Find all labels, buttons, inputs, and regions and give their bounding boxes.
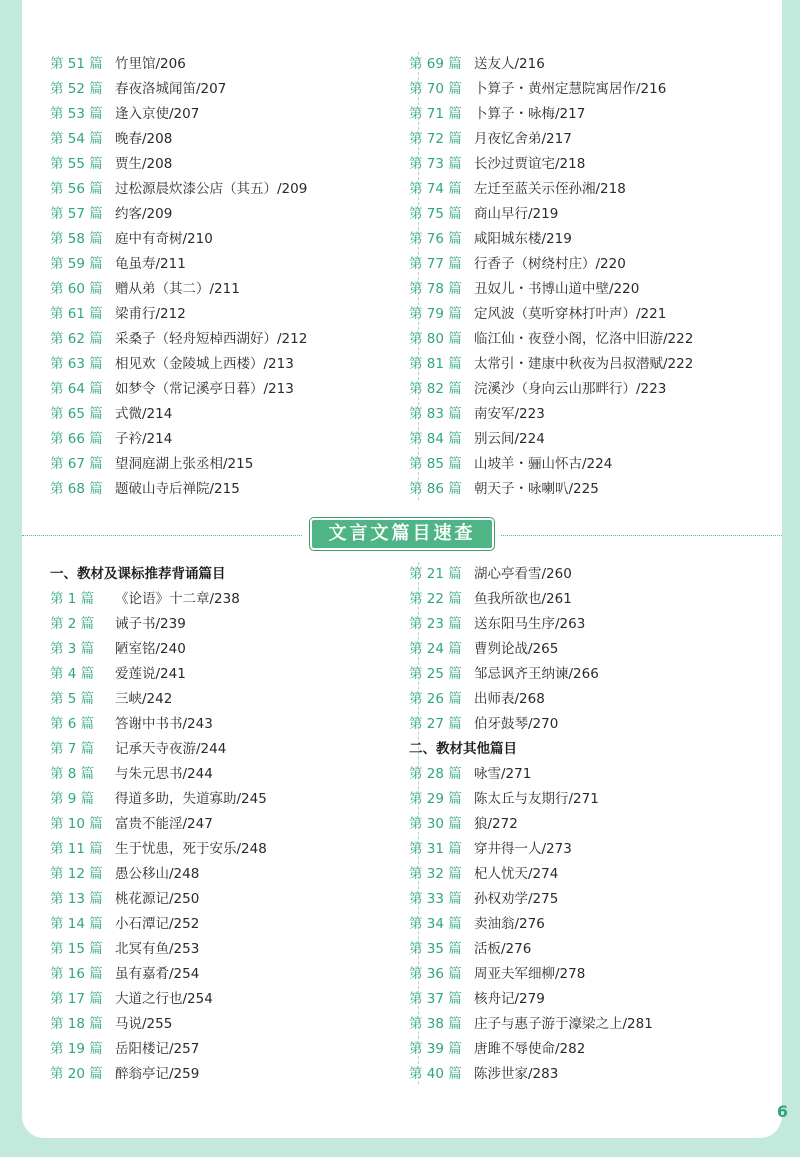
- toc-bottom-left: [50, 562, 267, 1087]
- entry-number: 第 85 篇: [409, 456, 462, 472]
- entry-title: 杞人忧天/274: [474, 866, 559, 882]
- entry-title: 孙权劝学/275: [474, 891, 559, 907]
- entry-title: 望洞庭湖上张丞相/215: [115, 456, 254, 472]
- entry-title: 小石潭记/252: [115, 916, 200, 932]
- toc-entry[interactable]: [50, 712, 267, 737]
- entry-number: 第 15 篇: [50, 941, 103, 957]
- toc-entry[interactable]: [50, 277, 307, 302]
- entry-number: 第 5 篇: [50, 691, 95, 707]
- toc-entry[interactable]: [409, 427, 693, 452]
- toc-bottom-right: [409, 562, 653, 1087]
- toc-entry[interactable]: [50, 862, 267, 887]
- entry-number: 第 38 篇: [409, 1016, 462, 1032]
- toc-entry[interactable]: [409, 1062, 653, 1087]
- toc-entry[interactable]: [409, 587, 653, 612]
- entry-number: 第 28 篇: [409, 766, 462, 782]
- entry-number: 第 3 篇: [50, 641, 95, 657]
- entry-title: 别云间/224: [474, 431, 545, 447]
- toc-entry[interactable]: [409, 302, 693, 327]
- toc-entry[interactable]: [50, 1037, 267, 1062]
- toc-entry[interactable]: [50, 1062, 267, 1087]
- toc-entry[interactable]: [409, 402, 693, 427]
- entry-title: 春夜洛城闻笛/207: [115, 81, 227, 97]
- entry-number: 第 33 篇: [409, 891, 462, 907]
- toc-entry[interactable]: [50, 962, 267, 987]
- entry-title: 定风波（莫听穿林打叶声）/221: [474, 306, 667, 322]
- entry-number: 第 55 篇: [50, 156, 103, 172]
- entry-number: 第 67 篇: [50, 456, 103, 472]
- entry-number: 第 40 篇: [409, 1066, 462, 1082]
- entry-title: 采桑子（轻舟短棹西湖好）/212: [115, 331, 308, 347]
- entry-title: 梁甫行/212: [115, 306, 186, 322]
- entry-number: 第 13 篇: [50, 891, 103, 907]
- toc-entry[interactable]: [50, 787, 267, 812]
- toc-entry[interactable]: [409, 377, 693, 402]
- toc-entry[interactable]: [409, 637, 653, 662]
- entry-number: 第 18 篇: [50, 1016, 103, 1032]
- entry-number: 第 74 篇: [409, 181, 462, 197]
- toc-entry[interactable]: [50, 637, 267, 662]
- entry-title: 送东阳马生序/263: [474, 616, 586, 632]
- entry-title: 朝天子・咏喇叭/225: [474, 481, 599, 497]
- entry-title: 记承天寺夜游/244: [115, 741, 227, 757]
- entry-number: 第 71 篇: [409, 106, 462, 122]
- entry-title: 庭中有奇树/210: [115, 231, 213, 247]
- entry-title: 答谢中书书/243: [115, 716, 213, 732]
- page: [22, 0, 782, 1138]
- toc-entry[interactable]: [50, 887, 267, 912]
- entry-title: 三峡/242: [115, 691, 173, 707]
- entry-title: 卜算子・黄州定慧院寓居作/216: [474, 81, 667, 97]
- entry-title: 虽有嘉肴/254: [115, 966, 200, 982]
- toc-entry[interactable]: [50, 227, 307, 252]
- entry-title: 约客/209: [115, 206, 173, 222]
- entry-number: 第 51 篇: [50, 56, 103, 72]
- entry-title: 临江仙・夜登小阁，忆洛中旧游/222: [474, 331, 694, 347]
- toc-entry[interactable]: [409, 352, 693, 377]
- entry-number: 第 2 篇: [50, 616, 95, 632]
- entry-title: 行香子（树绕村庄）/220: [474, 256, 626, 272]
- toc-entry[interactable]: [50, 762, 267, 787]
- entry-number: 第 86 篇: [409, 481, 462, 497]
- entry-number: 第 37 篇: [409, 991, 462, 1007]
- entry-number: 第 35 篇: [409, 941, 462, 957]
- toc-entry[interactable]: [409, 612, 653, 637]
- entry-number: 第 63 篇: [50, 356, 103, 372]
- entry-title: 醉翁亭记/259: [115, 1066, 200, 1082]
- entry-title: 送友人/216: [474, 56, 545, 72]
- section-heading: 一、教材及课标推荐背诵篇目: [50, 566, 226, 582]
- entry-number: 第 36 篇: [409, 966, 462, 982]
- entry-title: 逢入京使/207: [115, 106, 200, 122]
- entry-title: 核舟记/279: [474, 991, 545, 1007]
- entry-title: 庄子与惠子游于濠梁之上/281: [474, 1016, 653, 1032]
- entry-title: 生于忧患，死于安乐/248: [115, 841, 267, 857]
- entry-number: 第 54 篇: [50, 131, 103, 147]
- entry-number: 第 52 篇: [50, 81, 103, 97]
- toc-entry[interactable]: [50, 177, 307, 202]
- section-heading: 二、教材其他篇目: [409, 741, 517, 757]
- toc-top-left: [50, 52, 307, 502]
- entry-title: 陈涉世家/283: [474, 1066, 559, 1082]
- entry-title: 长沙过贾谊宅/218: [474, 156, 586, 172]
- entry-title: 与朱元思书/244: [115, 766, 213, 782]
- toc-entry[interactable]: [409, 102, 693, 127]
- entry-number: 第 14 篇: [50, 916, 103, 932]
- toc-entry[interactable]: [50, 837, 267, 862]
- entry-number: 第 66 篇: [50, 431, 103, 447]
- entry-number: 第 56 篇: [50, 181, 103, 197]
- entry-number: 第 39 篇: [409, 1041, 462, 1057]
- entry-number: 第 30 篇: [409, 816, 462, 832]
- toc-entry[interactable]: [409, 252, 693, 277]
- entry-title: 爱莲说/241: [115, 666, 186, 682]
- toc-entry[interactable]: [409, 912, 653, 937]
- entry-title: 北冥有鱼/253: [115, 941, 200, 957]
- toc-entry[interactable]: [50, 52, 307, 77]
- entry-title: 岳阳楼记/257: [115, 1041, 200, 1057]
- toc-entry[interactable]: [50, 587, 267, 612]
- entry-title: 得道多助，失道寡助/245: [115, 791, 267, 807]
- entry-title: 桃花源记/250: [115, 891, 200, 907]
- toc-entry[interactable]: [409, 202, 693, 227]
- entry-number: 第 58 篇: [50, 231, 103, 247]
- entry-number: 第 32 篇: [409, 866, 462, 882]
- entry-number: 第 27 篇: [409, 716, 462, 732]
- entry-title: 咸阳城东楼/219: [474, 231, 572, 247]
- toc-entry[interactable]: [409, 787, 653, 812]
- entry-title: 邹忌讽齐王纳谏/266: [474, 666, 599, 682]
- entry-title: 丑奴儿・书博山道中壁/220: [474, 281, 640, 297]
- entry-title: 月夜忆舍弟/217: [474, 131, 572, 147]
- toc-entry[interactable]: [409, 327, 693, 352]
- entry-title: 子衿/214: [115, 431, 173, 447]
- toc-entry[interactable]: [50, 477, 307, 502]
- entry-title: 卖油翁/276: [474, 916, 545, 932]
- entry-title: 龟虽寿/211: [115, 256, 186, 272]
- entry-number: 第 77 篇: [409, 256, 462, 272]
- entry-number: 第 23 篇: [409, 616, 462, 632]
- toc-entry[interactable]: [50, 202, 307, 227]
- toc-entry[interactable]: [409, 662, 653, 687]
- toc-entry[interactable]: [50, 252, 307, 277]
- toc-entry[interactable]: [409, 177, 693, 202]
- entry-number: 第 73 篇: [409, 156, 462, 172]
- banner-title: 文言文篇目速查: [310, 518, 494, 550]
- entry-title: 相见欢（金陵城上西楼）/213: [115, 356, 294, 372]
- entry-title: 大道之行也/254: [115, 991, 213, 1007]
- entry-title: 如梦令（常记溪亭日暮）/213: [115, 381, 294, 397]
- entry-number: 第 11 篇: [50, 841, 103, 857]
- entry-number: 第 59 篇: [50, 256, 103, 272]
- entry-number: 第 4 篇: [50, 666, 95, 682]
- toc-entry[interactable]: [409, 712, 653, 737]
- entry-number: 第 75 篇: [409, 206, 462, 222]
- entry-number: 第 61 篇: [50, 306, 103, 322]
- toc-entry[interactable]: [50, 687, 267, 712]
- entry-number: 第 68 篇: [50, 481, 103, 497]
- entry-number: 第 80 篇: [409, 331, 462, 347]
- entry-number: 第 82 篇: [409, 381, 462, 397]
- entry-number: 第 62 篇: [50, 331, 103, 347]
- entry-number: 第 21 篇: [409, 566, 462, 582]
- entry-title: 《论语》十二章/238: [115, 591, 240, 607]
- toc-entry[interactable]: [409, 227, 693, 252]
- toc-entry[interactable]: [409, 1012, 653, 1037]
- entry-title: 陋室铭/240: [115, 641, 186, 657]
- toc-entry[interactable]: [409, 562, 653, 587]
- toc-entry[interactable]: [50, 127, 307, 152]
- entry-number: 第 7 篇: [50, 741, 95, 757]
- toc-entry[interactable]: [409, 277, 693, 302]
- entry-title: 山坡羊・骊山怀古/224: [474, 456, 613, 472]
- entry-number: 第 64 篇: [50, 381, 103, 397]
- entry-title: 竹里馆/206: [115, 56, 186, 72]
- toc-entry[interactable]: [50, 152, 307, 177]
- entry-title: 曹刿论战/265: [474, 641, 559, 657]
- entry-title: 愚公移山/248: [115, 866, 200, 882]
- entry-title: 晚春/208: [115, 131, 173, 147]
- entry-title: 赠从弟（其二）/211: [115, 281, 240, 297]
- toc-entry[interactable]: [50, 1012, 267, 1037]
- entry-title: 富贵不能淫/247: [115, 816, 213, 832]
- entry-number: 第 53 篇: [50, 106, 103, 122]
- toc-entry[interactable]: [50, 937, 267, 962]
- entry-number: 第 29 篇: [409, 791, 462, 807]
- entry-title: 周亚夫军细柳/278: [474, 966, 586, 982]
- entry-number: 第 78 篇: [409, 281, 462, 297]
- entry-number: 第 22 篇: [409, 591, 462, 607]
- entry-number: 第 16 篇: [50, 966, 103, 982]
- toc-entry[interactable]: [409, 987, 653, 1012]
- entry-number: 第 25 篇: [409, 666, 462, 682]
- toc-entry[interactable]: [50, 352, 307, 377]
- entry-title: 湖心亭看雪/260: [474, 566, 572, 582]
- entry-title: 伯牙鼓琴/270: [474, 716, 559, 732]
- entry-title: 咏雪/271: [474, 766, 532, 782]
- toc-entry[interactable]: [50, 452, 307, 477]
- entry-number: 第 10 篇: [50, 816, 103, 832]
- entry-number: 第 65 篇: [50, 406, 103, 422]
- toc-entry[interactable]: [409, 887, 653, 912]
- entry-title: 南安军/223: [474, 406, 545, 422]
- entry-title: 太常引・建康中秋夜为吕叔潜赋/222: [474, 356, 694, 372]
- entry-title: 陈太丘与友期行/271: [474, 791, 599, 807]
- entry-title: 卜算子・咏梅/217: [474, 106, 586, 122]
- toc-entry[interactable]: [50, 737, 267, 762]
- toc-entry[interactable]: [409, 77, 693, 102]
- entry-title: 鱼我所欲也/261: [474, 591, 572, 607]
- toc-entry[interactable]: [409, 52, 693, 77]
- entry-title: 活板/276: [474, 941, 532, 957]
- entry-number: 第 72 篇: [409, 131, 462, 147]
- toc-entry[interactable]: [50, 327, 307, 352]
- entry-number: 第 76 篇: [409, 231, 462, 247]
- entry-title: 唐雎不辱使命/282: [474, 1041, 586, 1057]
- entry-number: 第 1 篇: [50, 591, 95, 607]
- toc-entry[interactable]: [50, 377, 307, 402]
- toc-entry[interactable]: [409, 937, 653, 962]
- entry-title: 左迁至蓝关示侄孙湘/218: [474, 181, 626, 197]
- entry-number: 第 31 篇: [409, 841, 462, 857]
- toc-entry[interactable]: [409, 1037, 653, 1062]
- entry-title: 过松源晨炊漆公店（其五）/209: [115, 181, 308, 197]
- entry-title: 狼/272: [474, 816, 518, 832]
- entry-number: 第 69 篇: [409, 56, 462, 72]
- entry-number: 第 84 篇: [409, 431, 462, 447]
- toc-entry[interactable]: [409, 837, 653, 862]
- entry-title: 出师表/268: [474, 691, 545, 707]
- entry-number: 第 70 篇: [409, 81, 462, 97]
- entry-number: 第 24 篇: [409, 641, 462, 657]
- entry-title: 穿井得一人/273: [474, 841, 572, 857]
- entry-number: 第 8 篇: [50, 766, 95, 782]
- toc-entry[interactable]: [50, 402, 307, 427]
- entry-number: 第 81 篇: [409, 356, 462, 372]
- entry-title: 诫子书/239: [115, 616, 186, 632]
- toc-entry[interactable]: [50, 302, 307, 327]
- toc-entry[interactable]: [409, 452, 693, 477]
- section-banner: [22, 516, 782, 552]
- toc-entry[interactable]: [50, 102, 307, 127]
- entry-number: 第 17 篇: [50, 991, 103, 1007]
- toc-entry[interactable]: [409, 477, 693, 502]
- toc-entry[interactable]: [409, 812, 653, 837]
- toc-entry[interactable]: [50, 77, 307, 102]
- entry-number: 第 83 篇: [409, 406, 462, 422]
- entry-number: 第 9 篇: [50, 791, 95, 807]
- entry-number: 第 19 篇: [50, 1041, 103, 1057]
- toc-entry[interactable]: [409, 762, 653, 787]
- entry-number: 第 60 篇: [50, 281, 103, 297]
- entry-number: 第 20 篇: [50, 1066, 103, 1082]
- toc-entry[interactable]: [50, 912, 267, 937]
- toc-entry[interactable]: [409, 862, 653, 887]
- entry-number: 第 79 篇: [409, 306, 462, 322]
- toc-entry[interactable]: [409, 962, 653, 987]
- entry-title: 式微/214: [115, 406, 173, 422]
- entry-title: 马说/255: [115, 1016, 173, 1032]
- toc-entry[interactable]: [50, 812, 267, 837]
- entry-title: 题破山寺后禅院/215: [115, 481, 240, 497]
- toc-entry[interactable]: [409, 687, 653, 712]
- toc-entry[interactable]: [409, 152, 693, 177]
- toc-entry[interactable]: [409, 127, 693, 152]
- toc-entry[interactable]: [50, 427, 307, 452]
- entry-number: 第 57 篇: [50, 206, 103, 222]
- entry-number: 第 6 篇: [50, 716, 95, 732]
- toc-entry[interactable]: [50, 612, 267, 637]
- entry-number: 第 26 篇: [409, 691, 462, 707]
- page-number: 6: [776, 1102, 788, 1121]
- toc-entry[interactable]: [50, 662, 267, 687]
- entry-title: 商山早行/219: [474, 206, 559, 222]
- entry-number: 第 12 篇: [50, 866, 103, 882]
- toc-top-right: [409, 52, 693, 502]
- entry-title: 贾生/208: [115, 156, 173, 172]
- entry-title: 浣溪沙（身向云山那畔行）/223: [474, 381, 667, 397]
- entry-number: 第 34 篇: [409, 916, 462, 932]
- toc-entry[interactable]: [50, 987, 267, 1012]
